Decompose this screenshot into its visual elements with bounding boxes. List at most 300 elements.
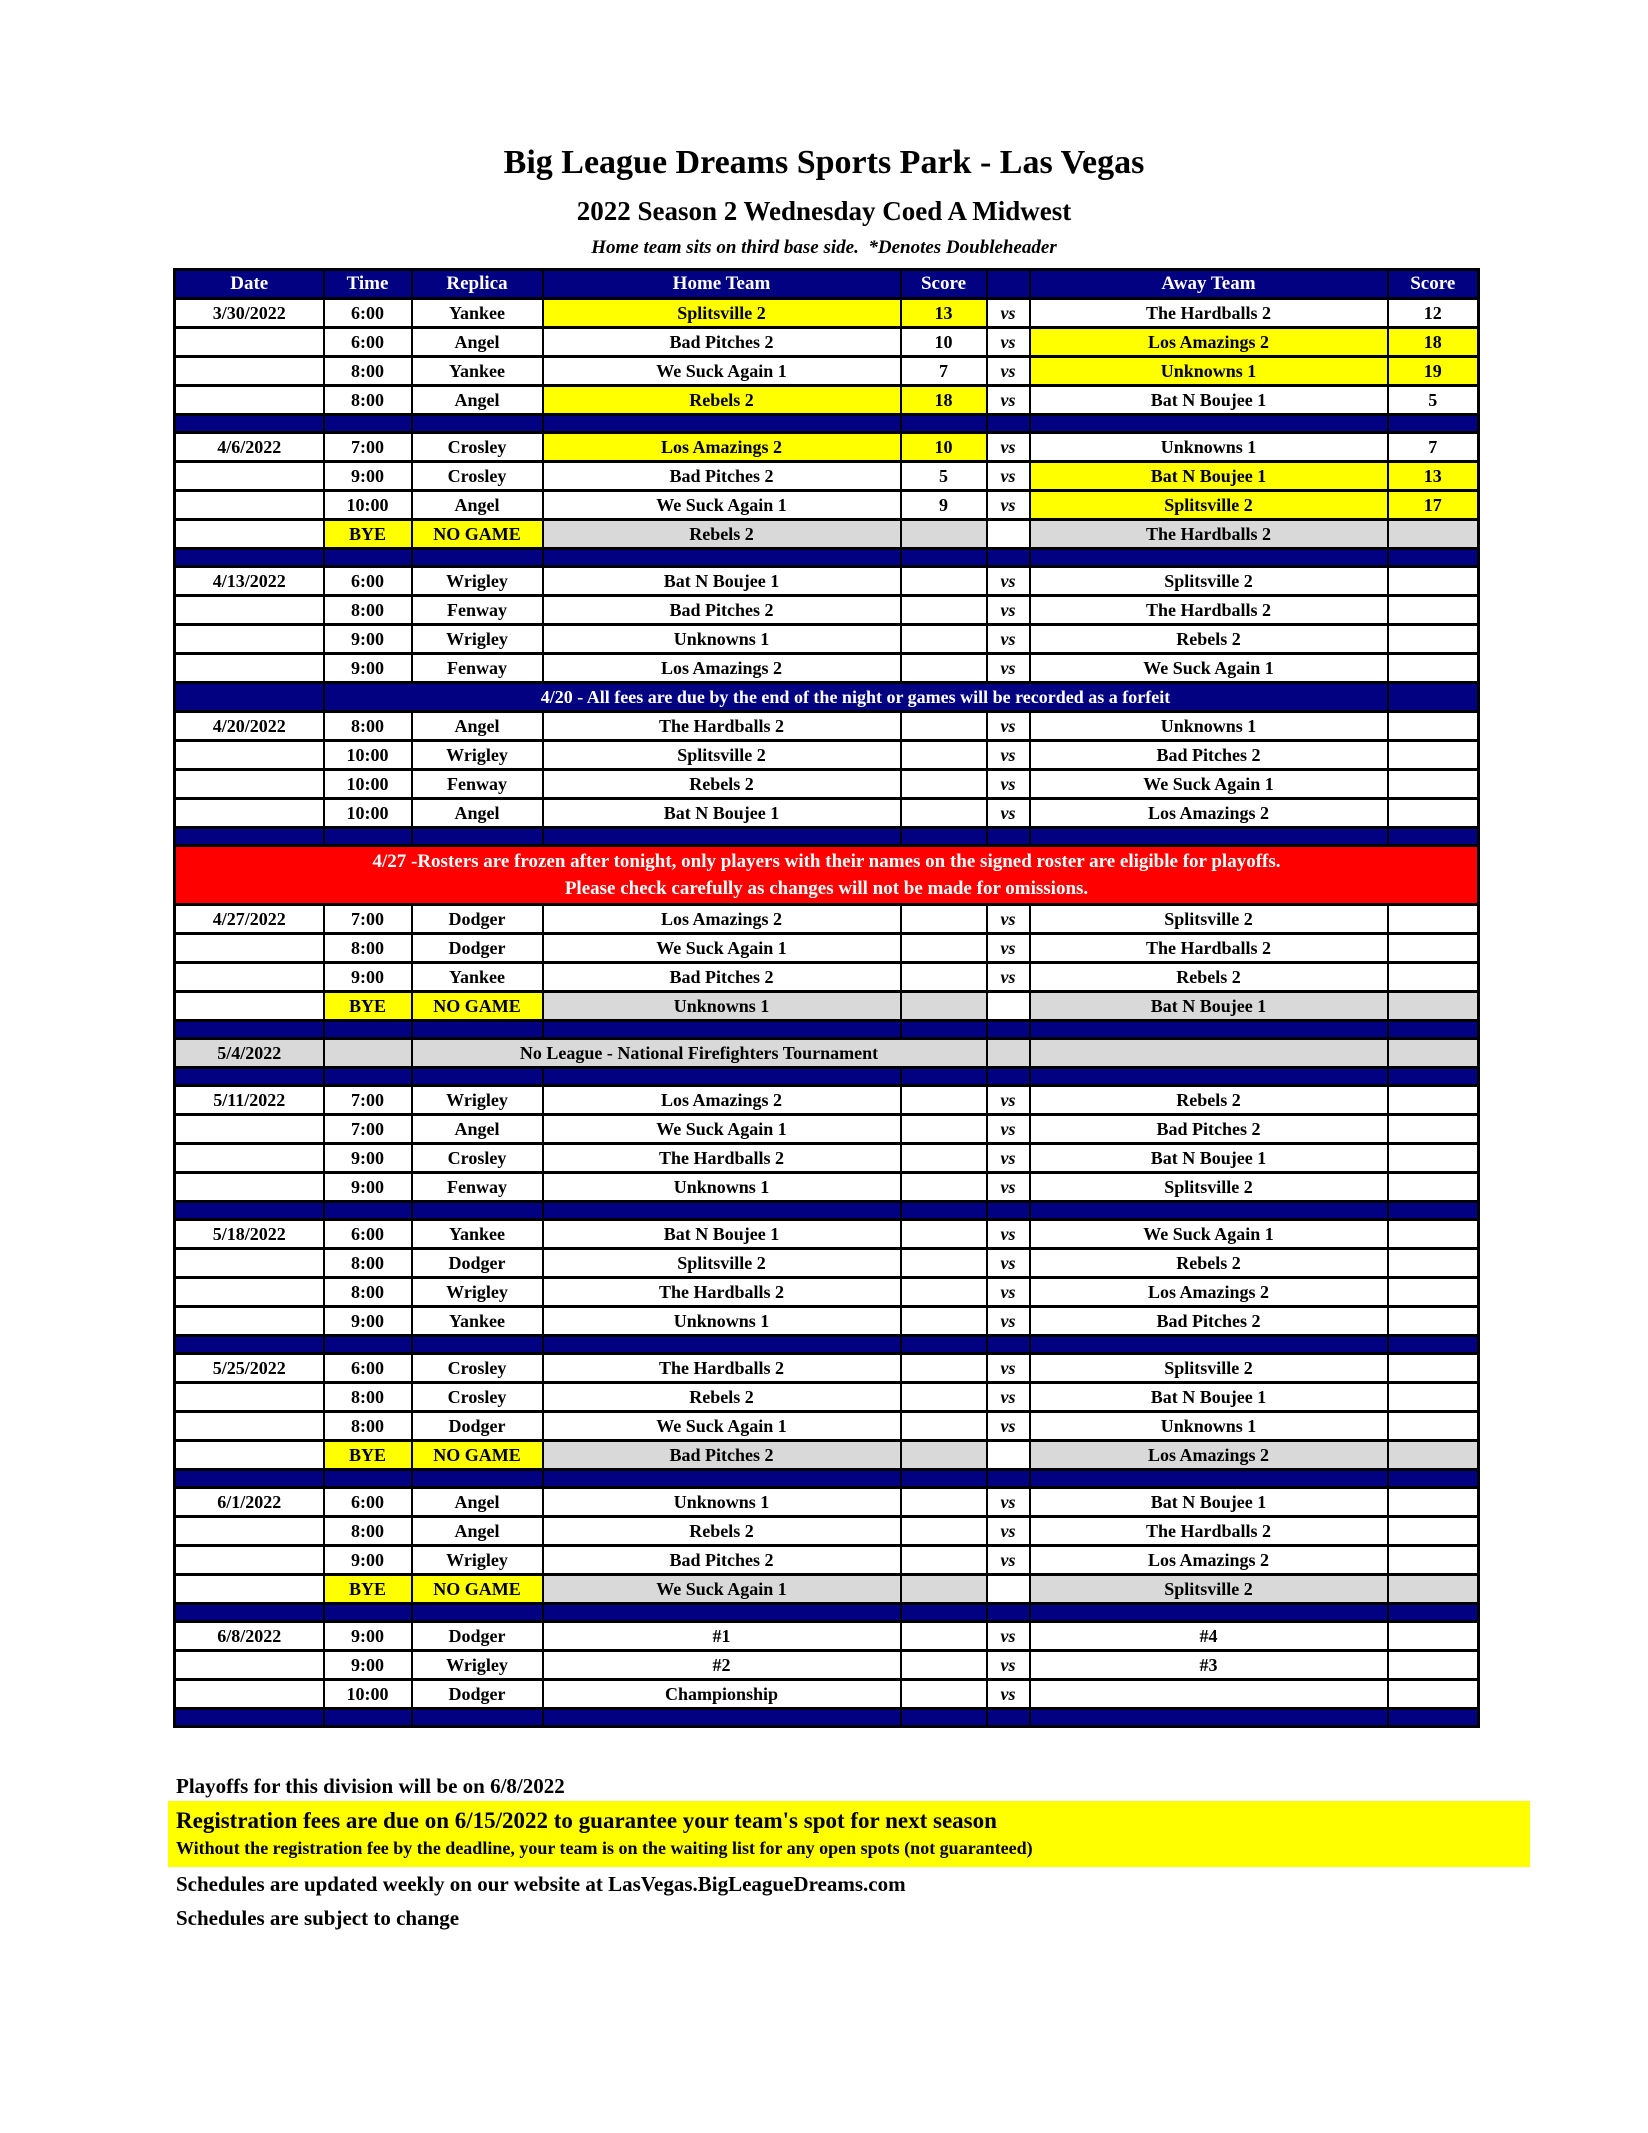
separator-cell [1030,1336,1388,1354]
date-cell [175,683,324,712]
home-team-cell: We Suck Again 1 [543,1412,901,1441]
away-score-cell [1388,934,1479,963]
vs-cell: vs [987,712,1030,741]
replica-cell: NO GAME [412,520,543,549]
home-score-cell [901,1307,987,1336]
separator-cell [175,1068,324,1086]
away-score-cell [1388,1115,1479,1144]
date-cell: 6/8/2022 [175,1622,324,1651]
separator-row [175,1202,1479,1220]
home-team-cell: We Suck Again 1 [543,934,901,963]
home-score-cell [901,1441,987,1470]
date-cell [175,934,324,963]
time-cell: 10:00 [324,741,412,770]
date-cell [175,1412,324,1441]
game-row [175,1249,1479,1278]
date-cell [175,328,324,357]
separator-cell [1030,415,1388,433]
time-cell: 9:00 [324,1546,412,1575]
home-team-cell: Unknowns 1 [543,1307,901,1336]
home-team-cell: Unknowns 1 [543,992,901,1021]
away-score-cell [1388,1354,1479,1383]
vs-cell: vs [987,386,1030,415]
time-cell: 9:00 [324,654,412,683]
away-score-cell [1388,799,1479,828]
home-score-cell [901,905,987,934]
separator-cell [324,1068,412,1086]
date-cell [175,1115,324,1144]
vs-cell: vs [987,799,1030,828]
time-cell: BYE [324,520,412,549]
away-team-cell: Bat N Boujee 1 [1030,1488,1388,1517]
separator-cell [412,1021,543,1039]
time-cell: 8:00 [324,712,412,741]
game-row [175,1488,1479,1517]
date-cell [175,963,324,992]
away-score-cell [1388,1517,1479,1546]
separator-row [175,1021,1479,1039]
vs-cell: vs [987,625,1030,654]
fees-banner-row [175,683,1479,712]
date-cell [175,386,324,415]
home-team-cell: Los Amazings 2 [543,905,901,934]
vs-cell [987,520,1030,549]
game-row [175,1086,1479,1115]
vs-cell: vs [987,1517,1030,1546]
away-score-cell [1388,625,1479,654]
rosters-banner-line: Please check carefully as changes will not be made for omissions. [564,878,1089,899]
separator-cell [1030,1709,1388,1727]
replica-cell: NO GAME [412,1575,543,1604]
time-cell: 9:00 [324,1307,412,1336]
home-score-cell: 10 [901,328,987,357]
vs-cell: vs [987,462,1030,491]
vs-cell: vs [987,1144,1030,1173]
home-score-cell [901,1383,987,1412]
home-score-cell: 5 [901,462,987,491]
separator-cell [1388,1709,1479,1727]
away-team-cell: Bat N Boujee 1 [1030,462,1388,491]
date-cell [175,491,324,520]
separator-cell [1388,549,1479,567]
date-cell [175,741,324,770]
replica-cell: Crosley [412,462,543,491]
vs-cell: vs [987,654,1030,683]
home-team-cell: Unknowns 1 [543,1173,901,1202]
vs-cell: vs [987,1546,1030,1575]
home-team-cell: Rebels 2 [543,1517,901,1546]
away-team-cell: #4 [1030,1622,1388,1651]
game-row [175,799,1479,828]
registration-highlight [168,1801,1530,1867]
away-team-cell: The Hardballs 2 [1030,596,1388,625]
date-cell [175,1651,324,1680]
date-cell [175,770,324,799]
away-score-cell [1388,1249,1479,1278]
away-team-cell: Los Amazings 2 [1030,799,1388,828]
time-cell: 8:00 [324,357,412,386]
time-cell: 6:00 [324,328,412,357]
replica-cell: Crosley [412,433,543,462]
away-score-cell [1388,963,1479,992]
home-score-cell [901,1488,987,1517]
separator-cell [175,1021,324,1039]
home-score-cell [901,934,987,963]
replica-cell: Dodger [412,905,543,934]
vs-cell: vs [987,1488,1030,1517]
game-row [175,1622,1479,1651]
vs-cell [987,1575,1030,1604]
replica-cell: Dodger [412,1249,543,1278]
date-cell [175,654,324,683]
home-team-cell: Splitsville 2 [543,1249,901,1278]
date-cell: 4/27/2022 [175,905,324,934]
separator-cell [175,1470,324,1488]
separator-cell [987,1709,1030,1727]
away-score-cell [1388,1622,1479,1651]
away-score-cell [1388,1278,1479,1307]
date-cell [175,1517,324,1546]
separator-cell [412,415,543,433]
bye-row [175,1441,1479,1470]
date-cell: 4/13/2022 [175,567,324,596]
away-team-cell: Bad Pitches 2 [1030,1307,1388,1336]
away-score-cell: 5 [1388,386,1479,415]
date-cell: 5/25/2022 [175,1354,324,1383]
separator-cell [1030,549,1388,567]
home-team-cell: Bat N Boujee 1 [543,567,901,596]
vs-cell: vs [987,1680,1030,1709]
separator-cell [1388,1604,1479,1622]
away-team-cell: The Hardballs 2 [1030,1517,1388,1546]
replica-cell: Dodger [412,934,543,963]
separator-cell [324,1470,412,1488]
home-score-cell [901,625,987,654]
separator-cell [324,828,412,846]
column-header: Home Team [543,270,901,299]
rosters-banner-text [175,846,1479,905]
replica-cell: Wrigley [412,1278,543,1307]
separator-cell [543,1604,901,1622]
away-score-cell [1388,567,1479,596]
home-team-cell: Bat N Boujee 1 [543,799,901,828]
separator-cell [901,1021,987,1039]
vs-cell: vs [987,1220,1030,1249]
home-team-cell: We Suck Again 1 [543,491,901,520]
time-cell: 9:00 [324,1622,412,1651]
game-row [175,328,1479,357]
date-cell [175,1249,324,1278]
away-team-cell: We Suck Again 1 [1030,1220,1388,1249]
column-header: Time [324,270,412,299]
replica-cell: NO GAME [412,1441,543,1470]
game-row [175,357,1479,386]
separator-cell [324,415,412,433]
vs-cell: vs [987,1383,1030,1412]
game-row [175,712,1479,741]
date-cell [175,625,324,654]
away-team-cell: Splitsville 2 [1030,1173,1388,1202]
separator-cell [987,1202,1030,1220]
away-team-cell: Splitsville 2 [1030,1575,1388,1604]
separator-cell [901,549,987,567]
date-cell: 5/11/2022 [175,1086,324,1115]
away-score-cell [1388,1220,1479,1249]
time-cell: 8:00 [324,386,412,415]
home-team-cell: Splitsville 2 [543,299,901,328]
time-cell: 8:00 [324,1517,412,1546]
home-score-cell: 18 [901,386,987,415]
separator-row [175,828,1479,846]
separator-cell [1388,1021,1479,1039]
home-team-cell: Rebels 2 [543,770,901,799]
replica-cell: Dodger [412,1622,543,1651]
time-cell: BYE [324,992,412,1021]
away-team-cell: Bat N Boujee 1 [1030,992,1388,1021]
home-score-cell: 7 [901,357,987,386]
home-team-cell: Bat N Boujee 1 [543,1220,901,1249]
separator-row [175,1604,1479,1622]
registration-due-note: Registration fees are due on 6/15/2022 to guarantee your team's spot for next season [176,1808,997,1833]
time-cell: 9:00 [324,625,412,654]
time-cell: 8:00 [324,1249,412,1278]
date-cell [175,1441,324,1470]
replica-cell: Angel [412,1517,543,1546]
home-score-cell [901,567,987,596]
separator-cell [175,1709,324,1727]
game-row [175,1383,1479,1412]
time-cell: 6:00 [324,567,412,596]
home-score-cell [901,770,987,799]
game-row [175,1220,1479,1249]
home-score-cell [901,596,987,625]
playoffs-note: Playoffs for this division will be on 6/8/2022 [176,1774,565,1798]
bye-row [175,520,1479,549]
home-score-cell [901,1651,987,1680]
game-row [175,567,1479,596]
vs-cell: vs [987,299,1030,328]
column-header: Date [175,270,324,299]
vs-cell: vs [987,934,1030,963]
game-row [175,596,1479,625]
vs-cell: vs [987,1651,1030,1680]
separator-cell [543,1336,901,1354]
home-team-cell: Unknowns 1 [543,625,901,654]
away-score-cell [1388,1086,1479,1115]
separator-cell [987,1604,1030,1622]
away-score-cell [1388,1488,1479,1517]
separator-cell [175,1336,324,1354]
away-team-cell: Unknowns 1 [1030,433,1388,462]
separator-cell [412,1336,543,1354]
away-team-cell: Bad Pitches 2 [1030,741,1388,770]
schedule-table-body [175,299,1479,1727]
replica-cell: Wrigley [412,741,543,770]
separator-cell [1388,1202,1479,1220]
replica-cell: Dodger [412,1412,543,1441]
date-cell: 5/4/2022 [175,1039,324,1068]
replica-cell: NO GAME [412,992,543,1021]
column-header: Away Team [1030,270,1388,299]
date-cell: 4/6/2022 [175,433,324,462]
time-cell: 9:00 [324,1144,412,1173]
game-row [175,770,1479,799]
home-team-cell: #2 [543,1651,901,1680]
separator-cell [987,828,1030,846]
away-team-cell: The Hardballs 2 [1030,520,1388,549]
away-team-cell: Splitsville 2 [1030,1354,1388,1383]
home-score-cell [901,992,987,1021]
replica-cell: Angel [412,712,543,741]
replica-cell: Wrigley [412,567,543,596]
home-score-cell [901,1354,987,1383]
home-score-cell [901,1278,987,1307]
website-note: Schedules are updated weekly on our website at LasVegas.BigLeagueDreams.com [176,1872,906,1896]
replica-cell: Angel [412,386,543,415]
vs-cell: vs [987,1622,1030,1651]
date-cell [175,1144,324,1173]
separator-row [175,1470,1479,1488]
time-cell: 9:00 [324,963,412,992]
away-team-cell: We Suck Again 1 [1030,770,1388,799]
separator-cell [412,1470,543,1488]
vs-cell: vs [987,905,1030,934]
rosters-banner-row [175,846,1479,905]
separator-cell [412,1068,543,1086]
time-cell: 8:00 [324,1278,412,1307]
home-score-cell [901,1575,987,1604]
vs-cell: vs [987,963,1030,992]
separator-row [175,415,1479,433]
away-score-cell [1388,520,1479,549]
replica-cell: Crosley [412,1383,543,1412]
away-score-cell: 13 [1388,462,1479,491]
away-score-cell [1388,1173,1479,1202]
away-team-cell: Splitsville 2 [1030,567,1388,596]
separator-cell [1388,415,1479,433]
column-header: Score [1388,270,1479,299]
game-row [175,1412,1479,1441]
away-score-cell [1388,741,1479,770]
time-cell: BYE [324,1575,412,1604]
vs-cell: vs [987,1412,1030,1441]
home-team-cell: Bad Pitches 2 [543,1441,901,1470]
game-row [175,1680,1479,1709]
away-score-cell: 12 [1388,299,1479,328]
bye-row [175,1575,1479,1604]
separator-cell [412,1709,543,1727]
time-cell: 7:00 [324,433,412,462]
replica-cell: Crosley [412,1144,543,1173]
separator-cell [412,828,543,846]
away-score-cell: 19 [1388,357,1479,386]
separator-cell [1030,1470,1388,1488]
separator-cell [543,549,901,567]
vs-cell: vs [987,1278,1030,1307]
home-team-cell: We Suck Again 1 [543,1575,901,1604]
away-score-cell [1388,992,1479,1021]
home-score-cell [901,1546,987,1575]
game-row [175,1144,1479,1173]
home-team-cell: Bad Pitches 2 [543,462,901,491]
home-team-cell: The Hardballs 2 [543,1354,901,1383]
separator-cell [175,1202,324,1220]
time-cell: 8:00 [324,1412,412,1441]
time-cell: 10:00 [324,491,412,520]
separator-cell [324,1021,412,1039]
away-team-cell: Los Amazings 2 [1030,328,1388,357]
vs-cell: vs [987,1173,1030,1202]
separator-cell [1030,1068,1388,1086]
time-cell: 8:00 [324,1383,412,1412]
date-cell [175,992,324,1021]
vs-cell: vs [987,328,1030,357]
home-score-cell: 10 [901,433,987,462]
time-cell: 9:00 [324,462,412,491]
home-team-cell: Los Amazings 2 [543,1086,901,1115]
date-cell [175,1680,324,1709]
replica-cell: Angel [412,1115,543,1144]
home-score-cell [901,1249,987,1278]
replica-cell: Wrigley [412,1546,543,1575]
separator-cell [1388,1068,1479,1086]
date-cell [175,1546,324,1575]
header-row [175,270,1479,299]
away-score-cell [1388,1412,1479,1441]
replica-cell: Fenway [412,770,543,799]
date-cell [175,357,324,386]
away-score-cell [1388,1546,1479,1575]
separator-cell [1388,1470,1479,1488]
time-cell: 8:00 [324,596,412,625]
date-cell [175,520,324,549]
vs-cell: vs [987,433,1030,462]
home-team-cell: Rebels 2 [543,1383,901,1412]
game-row [175,654,1479,683]
replica-cell: Angel [412,799,543,828]
time-cell: 6:00 [324,299,412,328]
separator-cell [901,1604,987,1622]
date-cell: 3/30/2022 [175,299,324,328]
away-score-cell: 17 [1388,491,1479,520]
separator-cell [543,1021,901,1039]
separator-cell [1030,1021,1388,1039]
vs-cell: vs [987,491,1030,520]
separator-cell [175,415,324,433]
replica-cell: Yankee [412,299,543,328]
replica-cell: Crosley [412,1354,543,1383]
home-team-cell: We Suck Again 1 [543,357,901,386]
registration-waitlist-note: Without the registration fee by the deadline, your team is on the waiting list for any open spots (not guaranteed) [176,1838,1033,1858]
separator-cell [987,1470,1030,1488]
separator-cell [901,1068,987,1086]
home-score-cell [901,520,987,549]
separator-cell [1030,828,1388,846]
away-team-cell: Unknowns 1 [1030,357,1388,386]
replica-cell: Yankee [412,963,543,992]
time-cell: 6:00 [324,1488,412,1517]
vs-cell [987,992,1030,1021]
schedule-table [173,268,1480,1728]
away-team-cell: Rebels 2 [1030,1086,1388,1115]
separator-cell [324,1604,412,1622]
vs-cell: vs [987,770,1030,799]
home-score-cell [901,1220,987,1249]
vs-cell: vs [987,1307,1030,1336]
date-cell: 5/18/2022 [175,1220,324,1249]
game-row [175,1354,1479,1383]
home-score-cell [901,1115,987,1144]
